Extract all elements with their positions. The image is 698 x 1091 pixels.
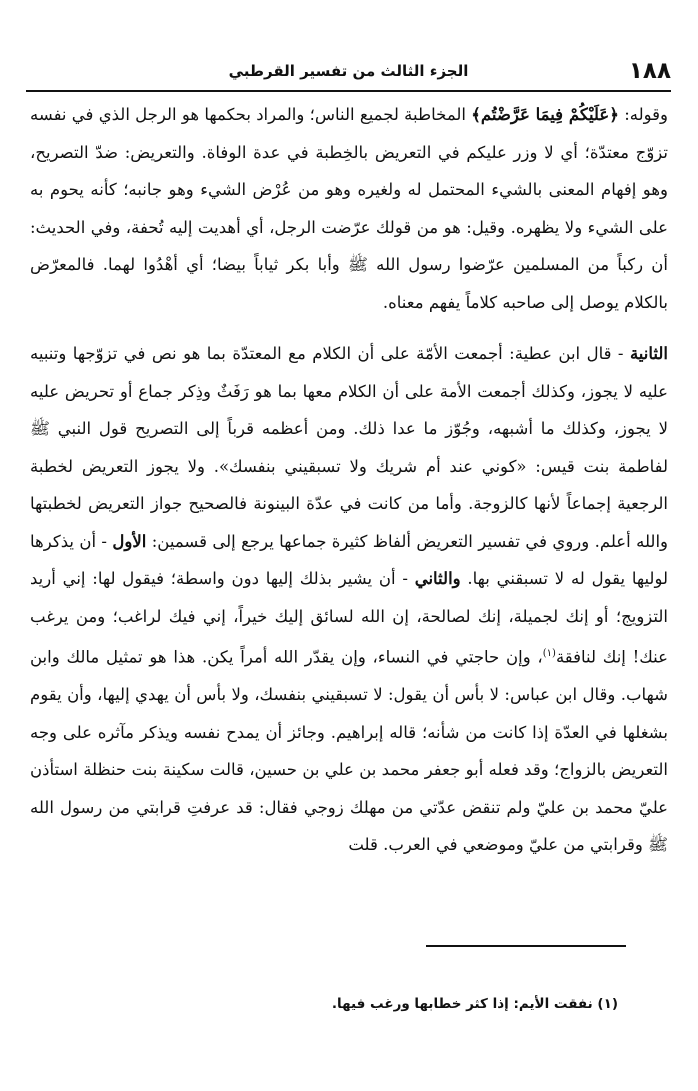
paragraph-commentary (30, 96, 668, 321)
paragraph-second-issue (30, 335, 668, 864)
first-category-label: الأول (112, 531, 147, 551)
page-number: ١٨٨ (628, 58, 671, 84)
paragraph-text: - أن يشير بذلك إليها دون واسطة؛ فيقول لها: إني أريد التزويج؛ أو إنك لجميلة، إنك لصالحة، إن الله لسائق إليك خيراً، إني فيك لراغب؛ ومن يرغب عنك! إنك لنافقة (30, 569, 668, 667)
paragraph-text: - أن يذكرها لوليها يقول له لا تسبقني بها. (30, 531, 669, 588)
footnote-separator (426, 945, 626, 947)
footnote: (١) نفقت الأيم: إذا كثر خطابها ورغب فيها. (331, 996, 618, 1012)
quran-verse: ﴿عَلَيْكُمْ فِيمَا عَرَّضْتُم﴾ (471, 105, 619, 124)
running-title: الجزء الثالث من تفسير القرطبي (228, 62, 469, 80)
paragraph-text: ، وإن حاجتي في النساء، وإن يقدّر الله أمراً يكن. هذا هو تمثيل مالك وابن شهاب. وقال ابن عباس: لا بأس أن يقول: لا تسبقيني بنفسك، ولا بأس أن يهدي إليها، وأن يقوم بشغلها في العدّة إذا كانت من شأنه؛ قاله إبراهيم. وجائز أن يمدح نفسه ويذكر مآثره على وجه التعريض بالزواج؛ وقد فعله أبو جعفر محمد بن علي بن حسين، قالت سكينة بنت حنظلة استأذن عليّ محمد بن عليّ ولم تنقض عدّتي من مهلك زوجي فقال: قد عرفتِ قرابتي من رسول الله ﷺ وقرابتي من عليّ وموضعي في العرب. قلت (30, 647, 668, 854)
paragraph-text: المخاطبة لجميع الناس؛ والمراد بحكمها هو الرجل الذي في نفسه تزوّج معتدّة؛ أي لا وزر عليكم في التعريض بالخِطبة في عدة الوفاة. والتعريض: ضدّ التصريح، وهو إفهام المعنى بالشيء المحتمل له ولغيره وهو من عُرْض الشيء وهو جانبه؛ كأنه يحوم به على الشيء ولا يظهره. وقيل: هو من قولك عرّضت الرجل، أي أهديت إليه تُحفة، وفي الحديث: أن ركباً من المسلمين عرّضوا رسول الله ﷺ وأبا بكر ثياباً بيضا؛ أي أهْدُوا لهما. فالمعرّض بالكلام يوصل إلى صاحبه كلاماً يفهم معناه. (30, 105, 668, 312)
section-heading: الثانية (629, 344, 668, 363)
page-header (26, 56, 671, 92)
second-category-label: والثاني (414, 569, 461, 588)
verse-intro: وقوله: (618, 105, 669, 124)
footnote-reference[interactable]: (١) (542, 648, 556, 659)
paragraph-text: - قال ابن عطية: أجمعت الأمّة على أن الكلام مع المعتدّة بما هو نص في تزوّجها وتنبيه عليه لا يجوز، وكذلك أجمعت الأمة على أن الكلام معها بما هو رَفَثٌ وذِكر جماع أو تحريض عليه لا يجوز، وكذلك ما أشبهه، وجُوّز ما عدا ذلك. ومن أعظمه قرباً إلى التصريح قول النبي ﷺ لفاطمة بنت قيس: «كوني عند أم شريك ولا تسبقيني بنفسك». ولا يجوز التعريض لخطبة الرجعية إجماعاً لأنها كالزوجة. وأما من كانت في عدّة البينونة فالصحيح جواز التعريض لخطبتها والله أعلم. وروي في تفسير التعريض ألفاظ كثيرة جماعها يرجع إلى قسمين: (30, 344, 668, 551)
header-rule (26, 90, 671, 92)
main-text (30, 96, 668, 864)
